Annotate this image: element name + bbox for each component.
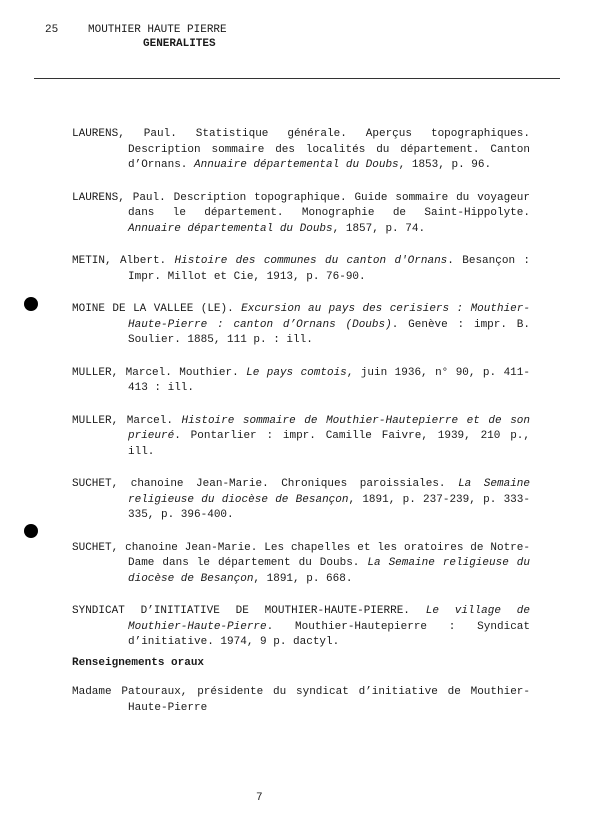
entry-title-italic: Le village de Mouthier-Haute-Pierre [128,605,530,633]
entry-title-italic: Annuaire départemental du Doubs [194,159,399,171]
entry-text: SYNDICAT D’INITIATIVE DE MOUTHIER-HAUTE-PIERRE. [72,605,426,617]
bibliography-entry [72,302,530,349]
entry-text: METIN, Albert. [72,255,175,267]
entry-text: , 1891, p. 237-239, p. 333-335, p. 396-400. [128,493,530,521]
entry-title-italic: Excursion au pays des cerisiers : Mouthier-Haute-Pierre : canton d’Ornans (Doubs) [128,303,530,331]
entry-title-italic: Annuaire départemental du Doubs [128,222,333,235]
entry-text: . Mouthier-Hautepierre : Syndicat d’initiative. 1974, 9 p. dactyl. [128,620,530,648]
entry-text: . Pontarlier : impr. Camille Faivre, 1939, 210 p., ill. [128,430,530,458]
section-heading: Renseignements oraux [72,657,205,669]
entry-text: , 1857, p. 74. [332,222,426,235]
page-number: 7 [256,792,263,804]
header-rule [34,78,560,79]
header-title: MOUTHIER HAUTE PIERRE [88,24,227,36]
bullet-mark [24,524,38,538]
entry-text: SUCHET, chanoine Jean-Marie. Chroniques paroissiales. [72,478,459,490]
entry-title-italic: Histoire sommaire de Mouthier-Hautepierre et de son prieuré [128,414,530,442]
entry-title-italic: Histoire des communes du canton d'Ornans [174,255,448,267]
oral-source-entry: Madame Patouraux, présidente du syndicat d’initiative de Mouthier-Haute-Pierre [72,686,530,714]
bibliography-entry [72,191,530,238]
entry-text: , 1853, p. 96. [398,159,492,171]
entry-title-italic: Le pays comtois [246,366,347,379]
entry-text: , juin 1936, n° 90, p. 411-413 : ill. [128,366,530,394]
header-number: 25 [45,24,59,36]
entry-text: MULLER, Marcel. [72,414,182,427]
bibliography-entry [72,477,530,524]
bibliography-entry [72,414,530,461]
bibliography-entry [72,541,530,588]
entry-text: MOINE DE LA VALLEE (LE). [72,303,242,315]
entry-text: LAURENS, Paul. Statistique générale. Aperçus topographiques. Description sommaire des localités du département. Canton d’Ornans. [72,128,530,171]
entry-text: SUCHET, chanoine Jean-Marie. Les chapelles et les oratoires de Notre-Dame dans le département du Doubs. [72,541,530,569]
entry-text: . Besançon : Impr. Millot et Cie, 1913, p. 76-90. [128,255,530,283]
bullet-mark [24,297,38,311]
entry-title-italic: La Semaine religieuse du diocèse de Besançon [128,557,530,585]
bibliography-entry [72,604,530,651]
bibliography-entry [72,127,530,174]
bibliography-list [72,127,530,668]
entry-text: . Genève : impr. B. Soulier. 1885, 111 p. : ill. [128,318,531,346]
entry-title-italic: La Semaine religieuse du diocèse de Besançon [128,478,530,506]
bibliography-entry [72,254,530,285]
bibliography-entry [72,366,530,397]
entry-text: MULLER, Marcel. Mouthier. [72,366,247,379]
header-subtitle: GENERALITES [143,38,216,50]
entry-text: , 1891, p. 668. [253,572,353,585]
entry-text: LAURENS, Paul. Description topographique. Guide sommaire du voyageur dans le département. Monographie de Saint-Hippolyte. [72,191,530,219]
